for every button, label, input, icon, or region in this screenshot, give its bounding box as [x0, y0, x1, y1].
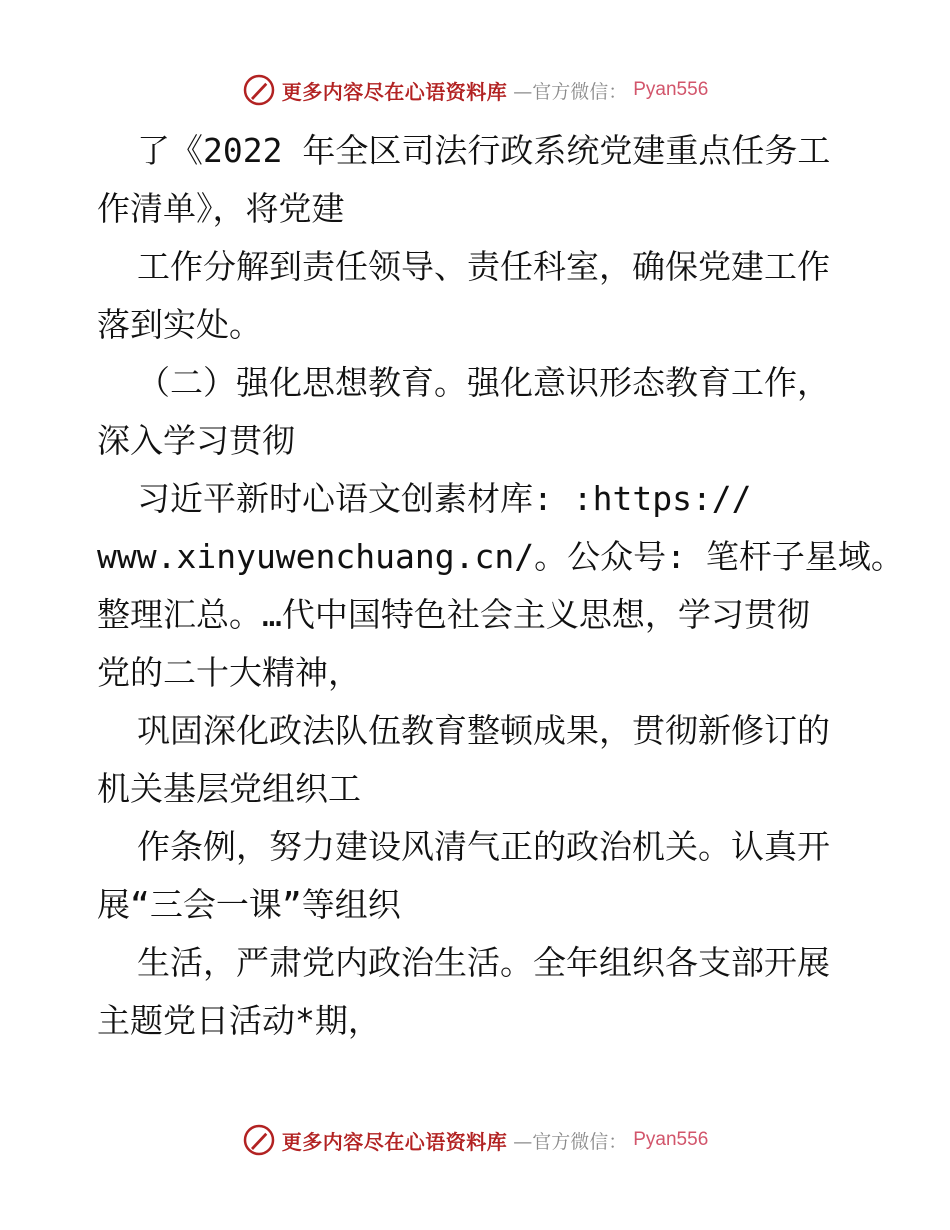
quill-pen-logo-icon — [242, 1123, 276, 1157]
text-line: 党的二十大精神， — [97, 653, 361, 692]
watermark-wechat-id: Pyan556 — [633, 79, 709, 100]
document-body — [97, 122, 904, 1050]
text-line: 作清单》，将党建 — [97, 189, 345, 228]
watermark-separator-text: —官方微信： — [513, 1130, 628, 1153]
footer-watermark — [0, 1120, 950, 1160]
text-line: 机关基层党组织工 — [97, 769, 361, 808]
text-line: 工作分解到责任领导、责任科室，确保党建工作 — [137, 247, 830, 286]
text-line: 巩固深化政法队伍教育整顿成果，贯彻新修订的 — [137, 711, 830, 750]
text-line: www.xinyuwenchuang.cn/。公众号: 笔杆子星域。 — [97, 537, 904, 576]
header-watermark — [0, 70, 950, 110]
watermark-brand-text: 更多内容尽在心语资料库 — [281, 1129, 508, 1154]
text-line: 展“三会一课”等组织 — [97, 885, 401, 924]
watermark-separator-text: —官方微信： — [513, 80, 628, 103]
text-line: 习近平新时心语文创素材库: :https:// — [137, 479, 752, 518]
text-line: 落到实处。 — [97, 305, 262, 344]
text-line: 深入学习贯彻 — [97, 421, 295, 460]
text-line: 了《2022 年全区司法行政系统党建重点任务工 — [137, 131, 831, 170]
text-line: 主题党日活动*期， — [97, 1001, 381, 1040]
quill-pen-logo-icon — [242, 73, 276, 107]
text-line: （二）强化思想教育。强化意识形态教育工作， — [137, 363, 830, 402]
watermark-brand-text: 更多内容尽在心语资料库 — [281, 79, 508, 104]
text-line: 整理汇总。…代中国特色社会主义思想，学习贯彻 — [97, 595, 810, 634]
text-line: 作条例，努力建设风清气正的政治机关。认真开 — [137, 827, 830, 866]
text-line: 生活，严肃党内政治生活。全年组织各支部开展 — [137, 943, 830, 982]
watermark-wechat-id: Pyan556 — [633, 1129, 709, 1150]
